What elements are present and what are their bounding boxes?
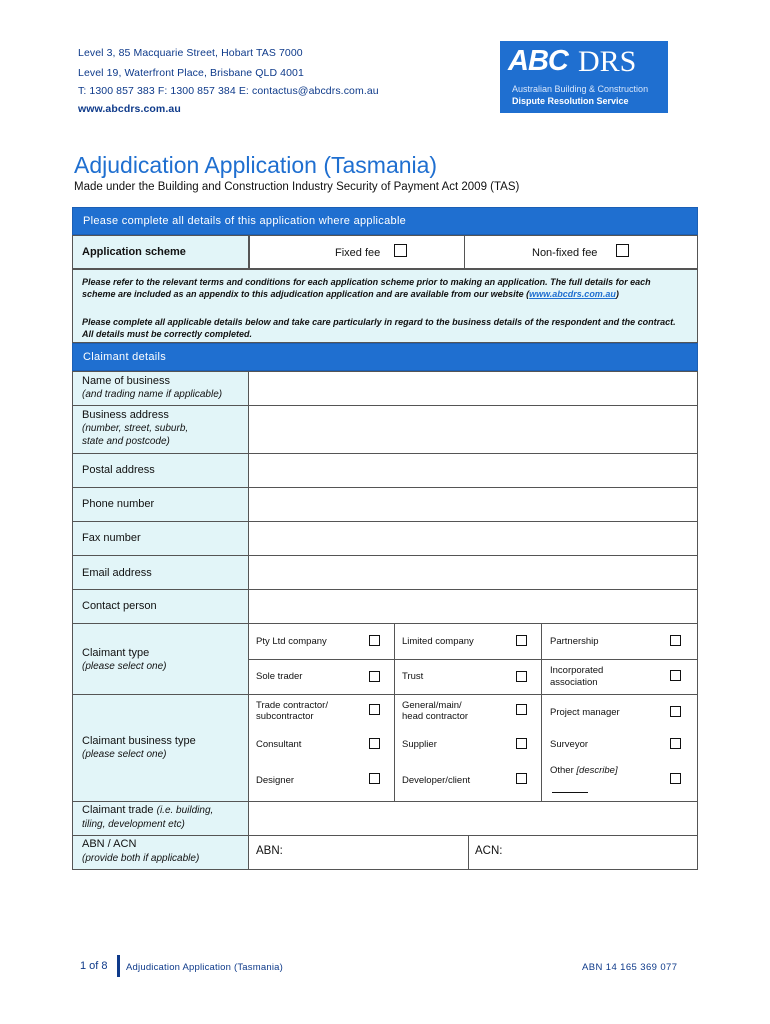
note-terms-text: Please refer to the relevant terms and conditions for each application scheme prior to making an application. The full details for each scheme are included as an appendix to this adjudication application and are available from our website ( bbox=[82, 277, 651, 299]
name-of-business-label: Name of business bbox=[82, 375, 171, 387]
intro-header-text: Please complete all details of this application where applicable bbox=[83, 215, 407, 227]
option-supplier: Supplier bbox=[402, 739, 437, 750]
divider bbox=[464, 235, 465, 269]
note-complete-details: Please complete all applicable details below and take care particularly in regard to the business details of the respondent and the contract. All details must be correctly completed. bbox=[82, 317, 676, 339]
option-other-label: Other bbox=[550, 765, 574, 776]
abn-acn-hint: (provide both if applicable) bbox=[82, 853, 200, 864]
logo-drs-text: DRS bbox=[578, 45, 637, 78]
claimant-type-label-cell bbox=[72, 623, 249, 695]
divider bbox=[394, 694, 395, 802]
option-developer-client: Developer/client bbox=[402, 775, 471, 786]
surveyor-checkbox[interactable] bbox=[670, 738, 681, 749]
contact-person-label: Contact person bbox=[82, 600, 157, 612]
fax-number-field[interactable] bbox=[248, 521, 698, 556]
abn-acn-label-cell bbox=[72, 835, 249, 870]
divider bbox=[248, 659, 698, 660]
project-manager-checkbox[interactable] bbox=[670, 706, 681, 717]
abn-acn-label: ABN / ACN bbox=[82, 838, 137, 850]
header-contact: T: 1300 857 383 F: 1300 857 384 E: contactus@abcdrs.com.au bbox=[78, 85, 379, 97]
business-address-field[interactable] bbox=[248, 405, 698, 454]
business-address-label-cell bbox=[72, 405, 249, 454]
option-general-main: General/main/ bbox=[402, 700, 462, 711]
fixed-fee-checkbox[interactable] bbox=[394, 244, 407, 257]
email-address-label: Email address bbox=[82, 567, 152, 579]
fax-number-label-cell bbox=[72, 521, 249, 556]
postal-address-label: Postal address bbox=[82, 464, 155, 476]
fax-number-label: Fax number bbox=[82, 532, 141, 544]
claimant-trade-label-text: Claimant trade bbox=[82, 804, 154, 816]
note-terms-close: ) bbox=[615, 289, 619, 299]
option-other-describe: [describe] bbox=[576, 765, 618, 776]
contact-person-label-cell bbox=[72, 589, 249, 624]
claimant-details-header bbox=[72, 343, 698, 371]
postal-address-label-cell bbox=[72, 453, 249, 488]
footer-abn: ABN 14 165 369 077 bbox=[582, 962, 678, 973]
phone-number-field[interactable] bbox=[248, 487, 698, 522]
trade-contractor-checkbox[interactable] bbox=[369, 704, 380, 715]
intro-header bbox=[72, 207, 698, 235]
page-subtitle: Made under the Building and Construction Industry Security of Payment Act 2009 (TAS) bbox=[74, 181, 520, 193]
claimant-trade-hint-1: (i.e. building, bbox=[156, 805, 214, 816]
acn-field[interactable] bbox=[468, 835, 698, 870]
developer-client-checkbox[interactable] bbox=[516, 773, 527, 784]
name-of-business-field[interactable] bbox=[248, 371, 698, 406]
email-address-label-cell bbox=[72, 555, 249, 590]
name-of-business-label-cell bbox=[72, 371, 249, 406]
phone-number-label-cell bbox=[72, 487, 249, 522]
incorporated-association-checkbox[interactable] bbox=[670, 670, 681, 681]
sole-trader-checkbox[interactable] bbox=[369, 671, 380, 682]
claimant-trade-label-cell bbox=[72, 801, 249, 836]
other-checkbox[interactable] bbox=[670, 773, 681, 784]
instructions-notes bbox=[72, 269, 698, 343]
logo-tagline-2: Dispute Resolution Service bbox=[512, 96, 629, 106]
option-association: association bbox=[550, 677, 598, 688]
other-describe-line[interactable] bbox=[552, 792, 588, 793]
note-terms bbox=[82, 276, 686, 300]
phone-number-label: Phone number bbox=[82, 498, 155, 510]
abn-field[interactable] bbox=[248, 835, 469, 870]
business-address-hint-2: state and postcode) bbox=[82, 436, 170, 447]
consultant-checkbox[interactable] bbox=[369, 738, 380, 749]
fixed-fee-label: Fixed fee bbox=[335, 247, 381, 259]
partnership-checkbox[interactable] bbox=[670, 635, 681, 646]
option-limited-company: Limited company bbox=[402, 636, 474, 647]
logo-abc-text: ABC bbox=[508, 45, 568, 77]
page-number: 1 of 8 bbox=[80, 960, 108, 972]
footer-document-title: Adjudication Application (Tasmania) bbox=[126, 962, 283, 973]
claimant-business-type-label-cell bbox=[72, 694, 249, 802]
header-address-hobart: Level 3, 85 Macquarie Street, Hobart TAS 7000 bbox=[78, 47, 303, 59]
option-surveyor: Surveyor bbox=[550, 739, 589, 750]
claimant-trade-label bbox=[82, 804, 213, 816]
claimant-business-type-label: Claimant business type bbox=[82, 735, 196, 747]
option-head-contractor: head contractor bbox=[402, 711, 469, 722]
claimant-trade-field[interactable] bbox=[248, 801, 698, 836]
non-fixed-fee-checkbox[interactable] bbox=[616, 244, 629, 257]
claimant-business-type-hint: (please select one) bbox=[82, 749, 167, 760]
name-of-business-hint: (and trading name if applicable) bbox=[82, 389, 223, 400]
claimant-trade-hint-2: tiling, development etc) bbox=[82, 819, 185, 830]
business-address-label: Business address bbox=[82, 409, 169, 421]
option-other bbox=[550, 765, 618, 776]
acn-field-label: ACN: bbox=[475, 845, 503, 857]
website-link[interactable]: www.abcdrs.com.au bbox=[529, 289, 616, 299]
designer-checkbox[interactable] bbox=[369, 773, 380, 784]
pty-ltd-checkbox[interactable] bbox=[369, 635, 380, 646]
claimant-type-label: Claimant type bbox=[82, 647, 150, 659]
option-project-manager: Project manager bbox=[550, 707, 620, 718]
divider bbox=[249, 235, 250, 269]
option-partnership: Partnership bbox=[550, 636, 599, 647]
postal-address-field[interactable] bbox=[248, 453, 698, 488]
claimant-type-hint: (please select one) bbox=[82, 661, 167, 672]
non-fixed-fee-label: Non-fixed fee bbox=[532, 247, 598, 259]
supplier-checkbox[interactable] bbox=[516, 738, 527, 749]
trust-checkbox[interactable] bbox=[516, 671, 527, 682]
contact-person-field[interactable] bbox=[248, 589, 698, 624]
option-trust: Trust bbox=[402, 671, 424, 682]
option-designer: Designer bbox=[256, 775, 295, 786]
option-pty-ltd: Pty Ltd company bbox=[256, 636, 327, 647]
divider bbox=[541, 694, 542, 802]
application-scheme-label: Application scheme bbox=[82, 246, 186, 258]
footer-divider bbox=[117, 955, 120, 977]
logo-tagline-1: Australian Building & Construction bbox=[512, 84, 649, 94]
option-incorporated: Incorporated bbox=[550, 665, 604, 676]
option-trade-contractor: Trade contractor/ bbox=[256, 700, 328, 711]
abn-field-label: ABN: bbox=[256, 845, 283, 857]
page-title: Adjudication Application (Tasmania) bbox=[74, 152, 438, 178]
application-scheme-label-cell bbox=[72, 235, 249, 269]
head-contractor-checkbox[interactable] bbox=[516, 704, 527, 715]
claimant-details-title: Claimant details bbox=[83, 351, 167, 363]
header-website-link[interactable]: www.abcdrs.com.au bbox=[78, 103, 181, 115]
option-sole-trader: Sole trader bbox=[256, 671, 303, 682]
email-address-field[interactable] bbox=[248, 555, 698, 590]
business-address-hint-1: (number, street, suburb, bbox=[82, 423, 189, 434]
abcdrs-logo bbox=[500, 41, 668, 113]
option-consultant: Consultant bbox=[256, 739, 302, 750]
header-address-brisbane: Level 19, Waterfront Place, Brisbane QLD 4001 bbox=[78, 67, 304, 79]
option-subcontractor: subcontractor bbox=[256, 711, 314, 722]
limited-company-checkbox[interactable] bbox=[516, 635, 527, 646]
